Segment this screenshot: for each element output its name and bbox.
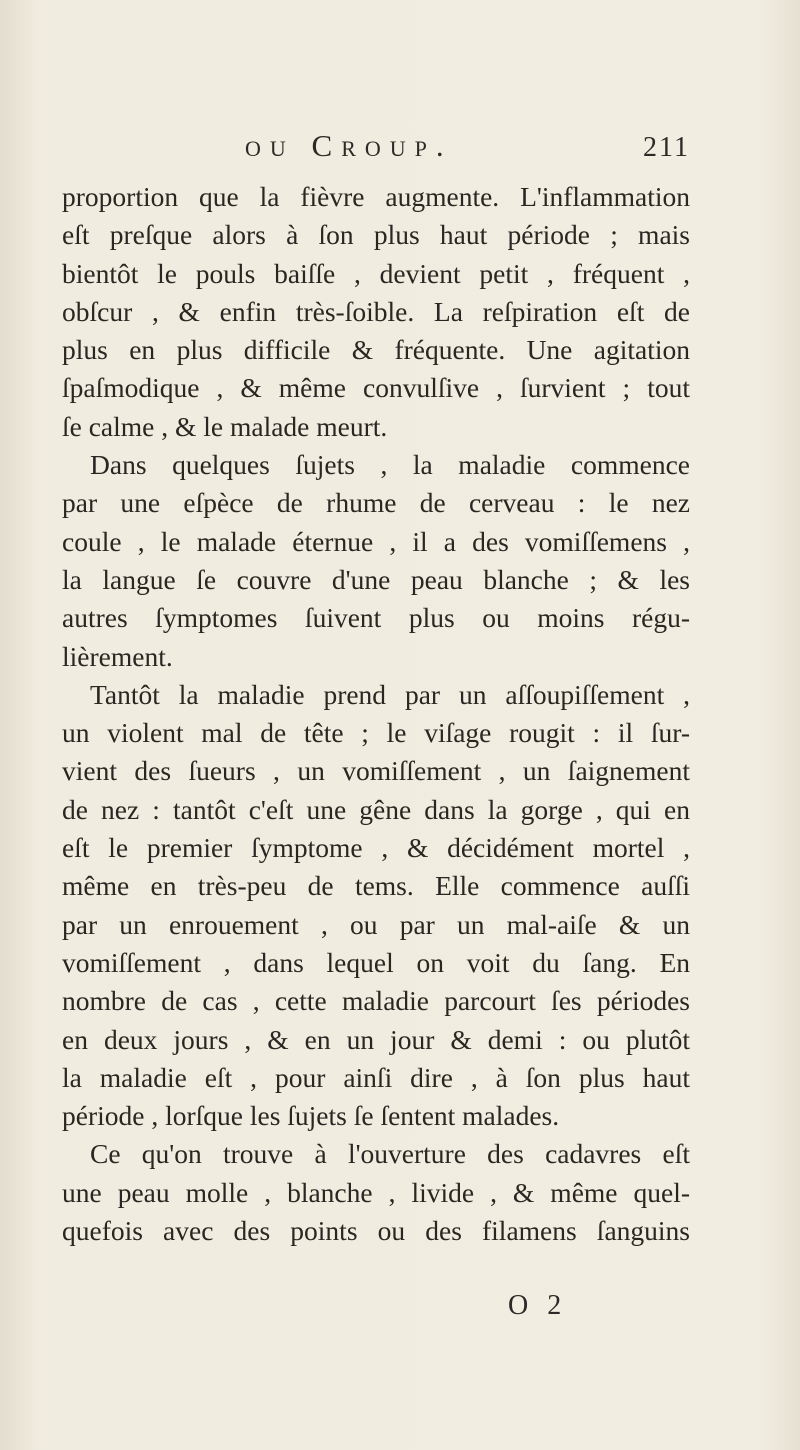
text-line: proportion que la fièvre augmente. L'inflammation (62, 181, 690, 212)
page-header (0, 128, 800, 168)
text-line: bientôt le pouls baiſſe , devient petit , fréquent , (62, 257, 690, 289)
text-line: coule , le malade éternue , il a des vomiſſemens , (62, 525, 690, 557)
text-line: obſcur , & enfin très-ſoible. La reſpiration eſt de (62, 295, 690, 327)
text-line: vient des ſueurs , un vomiſſement , un ſaignement (62, 755, 690, 787)
text-line: la langue ſe couvre d'une peau blanche ; & les (62, 563, 690, 595)
text-line: vomiſſement , dans lequel on voit du ſang. En (62, 946, 690, 978)
paragraph-first-line: Tantôt la maladie prend par un aſſoupiſſement , (90, 678, 690, 710)
text-line: autres ſymptomes ſuivent plus ou moins régu- (62, 602, 690, 634)
text-line: plus en plus difficile & fréquente. Une agitation (62, 334, 690, 366)
text-line: ſpaſmodique , & même convulſive , ſurvient ; tout (62, 372, 690, 404)
text-line: eſt preſque alors à ſon plus haut période ; mais (62, 219, 690, 251)
body-text (62, 178, 690, 1250)
text-line: même en très-peu de tems. Elle commence auſſi (62, 870, 690, 902)
text-line: par un enrouement , ou par un mal-aiſe & un (62, 908, 690, 940)
text-line: un violent mal de tête ; le viſage rougit : il ſur- (62, 717, 690, 749)
text-line: nombre de cas , cette maladie parcourt ſes périodes (62, 985, 690, 1017)
running-title: ou Croup. (245, 128, 453, 163)
text-line: de nez : tantôt c'eſt une gêne dans la gorge , qui en (62, 793, 690, 825)
text-line: eſt le premier ſymptome , & décidément mortel , (62, 832, 690, 864)
text-line: période , lorſque les ſujets ſe ſentent malades. (62, 1100, 560, 1132)
text-line: quefois avec des points ou des filamens ſanguins (62, 1215, 690, 1247)
text-line: en deux jours , & en un jour & demi : ou plutôt (62, 1023, 690, 1055)
signature-mark: O 2 (508, 1290, 568, 1321)
text-line: une peau molle , blanche , livide , & même quel- (62, 1176, 690, 1208)
paragraph-first-line: Ce qu'on trouve à l'ouverture des cadavres eſt (90, 1138, 690, 1170)
paragraph-first-line: Dans quelques ſujets , la maladie commence (90, 449, 690, 481)
page-number: 211 (643, 132, 690, 163)
text-line: ſe calme , & le malade meurt. (62, 410, 388, 442)
text-line: lièrement. (62, 640, 173, 672)
text-line: la maladie eſt , pour ainſi dire , à ſon plus haut (62, 1061, 690, 1093)
text-line: par une eſpèce de rhume de cerveau : le nez (62, 487, 690, 519)
